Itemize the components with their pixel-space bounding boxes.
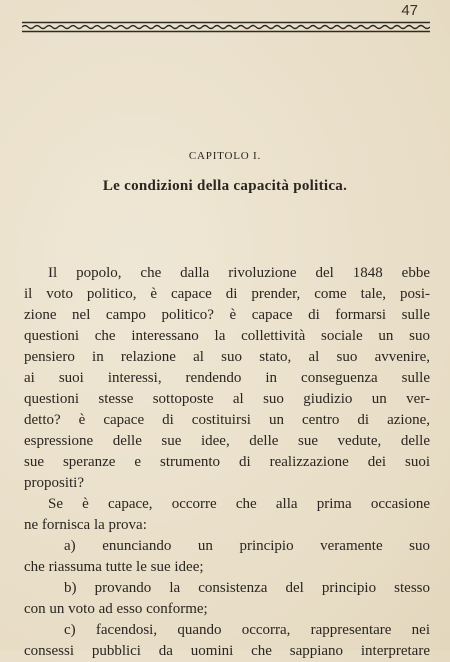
text-line: Se è capace, occorre che alla prima occasione [48, 496, 430, 512]
chapter-label: CAPITOLO I. [188, 150, 262, 162]
text-line: ai suoi interessi, rendendo in conseguenza sulle [24, 370, 430, 386]
text-line: Il popolo, che dalla rivoluzione del 1848 ebbe [48, 265, 430, 281]
text-line: ne fornisca la prova: [24, 517, 147, 533]
text-line: c) facendosi, quando occorra, rappresentare nei [64, 622, 430, 638]
text-line: pensiero in relazione al suo stato, al suo avvenire, [24, 349, 430, 365]
text-line: consessi pubblici da uomini che sappiano interpretare [24, 643, 430, 659]
text-line: che riassuma tutte le sue idee; [24, 559, 204, 575]
text-line: zione nel campo politico? è capace di formarsi sulle [24, 307, 430, 323]
text-line: questioni stesse sottoposte al suo giudizio un ver- [24, 391, 430, 407]
text-line: a) enunciando un principio veramente suo [64, 538, 430, 554]
body-text [24, 263, 430, 662]
text-line: con un voto ad esso conforme; [24, 601, 208, 617]
page-number: 47 [401, 2, 418, 19]
text-line: espressione delle sue idee, delle sue vedute, delle [24, 433, 430, 449]
text-line: il voto politico, è capace di prender, come tale, posi- [24, 286, 430, 302]
decorative-rule [22, 21, 430, 33]
chapter-title: Le condizioni della capacità politica. [102, 178, 348, 194]
text-line: b) provando la consistenza del principio stesso [64, 580, 430, 596]
text-line: questioni che interessano la collettività sociale un suo [24, 328, 430, 344]
text-line: propositi? [24, 475, 84, 491]
text-line: sue speranze e strumento di realizzazione dei suoi [24, 454, 430, 470]
text-line: detto? è capace di costituirsi un centro di azione, [24, 412, 430, 428]
